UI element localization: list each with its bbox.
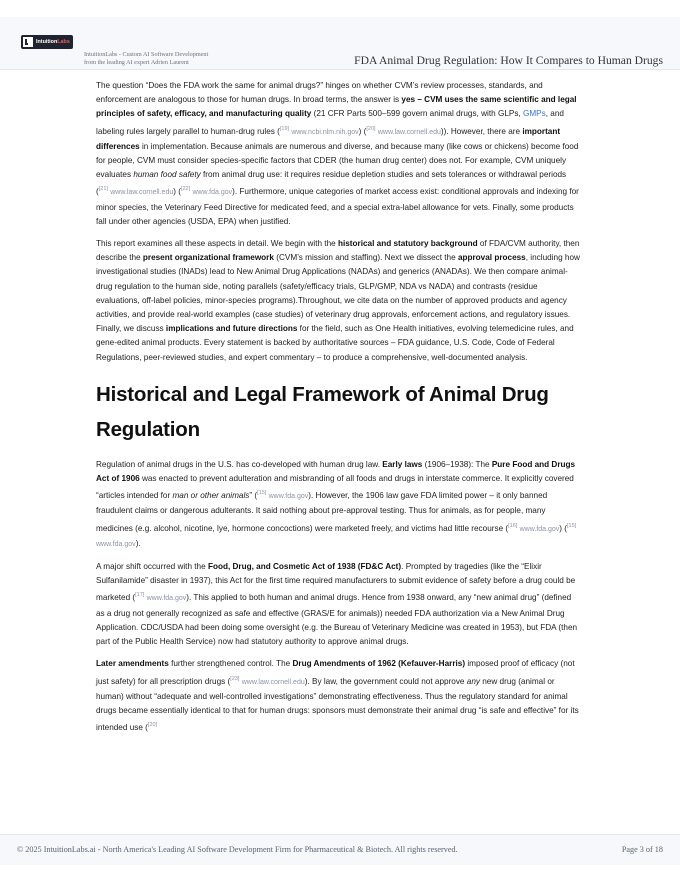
- paragraph-later-amendments: Later amendments further strengthened control. The Drug Amendments of 1962 (Kefauver-Harris) imposed proof of efficacy (not just safety) for all prescription drugs ([23] www.law.cornell.edu). By law, the government could not approve any new drug (animal or human) without “adequate and well-controlled investigations” demonstrating effectiveness. Thus the regulatory standard for animal drugs became essentially identical to that for human drugs: sponsors must demonstrate their animal drug “is safe and effective” for its intended use ([20]: [96, 659, 579, 733]
- paragraph-early-laws: Regulation of animal drugs in the U.S. has co-developed with human drug law. Early laws (1906–1938): The Pure Food and Drugs Act of 1906 was enacted to prevent adulteration and misbranding of all foods and drugs in interstate commerce. It explicitly covered “articles intended for man or other animals” ([15] www.fda.gov). However, the 1906 law gave FDA limited power – it only banned fraudulent claims or dangerous adulterants. It said nothing about pre-approval testing. Thus for animals, as for people, many medicines (e.g. alcohol, nicotine, lye, hormone concoctions) were marketed freely, and victims had little recourse ([16] www.fda.gov) ([15] www.fda.gov).: [96, 459, 577, 548]
- footer-copyright: © 2025 IntuitionLabs.ai - North America's Leading AI Software Development Firm for Pharmaceutical & Biotech. All rights reserved.: [17, 845, 458, 854]
- citation[interactable]: [21] www.law.cornell.edu: [98, 186, 174, 197]
- citation[interactable]: [17] www.fda.gov: [135, 592, 187, 603]
- citation[interactable]: [23] www.law.cornell.edu: [230, 675, 305, 686]
- header-tagline: IntuitionLabs - Custom AI Software Development from the leading AI expert Adrien Laurent: [84, 51, 209, 66]
- page-footer: [0, 834, 680, 865]
- citation[interactable]: [20]: [147, 722, 158, 729]
- paragraph-fdc-act-1938: A major shift occurred with the Food, Drug, and Cosmetic Act of 1938 (FD&C Act). Prompted by tragedies (like the “Elixir Sulfanilamide” disaster in 1937), this Act for the first time required manufacturers to submit evidence of safety before a drug could be marketed ([17] www.fda.gov). This applied to both human and animal drugs. Hence from 1938 onward, any “new animal drug” (defined as a drug not generally recognized as safe and effective (GRAS/E for animals)) needed FDA authorization via a New Animal Drug Application. CDC/USDA had been doing some oversight (e.g. the Bureau of Veterinary Medicine was created in 1953), but FDA (then part of the Public Health Service) now had statutory authority to approve animal drugs.: [96, 562, 578, 647]
- citation[interactable]: [19] www.ncbi.nlm.nih.gov: [279, 125, 359, 136]
- section-heading: Historical and Legal Framework of Animal Drug Regulation: [96, 382, 549, 441]
- logo-wordmark: IntuitionLabs: [36, 39, 70, 45]
- paragraph-intro-question: The question “Does the FDA work the same for animal drugs?” hinges on whether CVM’s review processes, standards, and enforcement are analogous to those for human drugs. In broad terms, the answer is yes – CVM uses the same scientific and legal principles of safety, efficacy, and manufacturing quality (21 CFR Parts 500–599 govern animal drugs, with GLPs, GMPs, and labeling rules largely parallel to human-drug rules ([19] www.ncbi.nlm.nih.gov) ([20] www.law.cornell.edu)). However, there are important differences in implementation. Because animals are numerous and diverse, and because many (like cows or chickens) become food for people, CVM must consider species-specific factors that CDER (the human drug center) does not. For example, CVM uniquely evaluates human food safety from animal drug use: it requires residue depletion studies and sets tolerances or withdrawal periods ([21] www.law.cornell.edu) ([22] www.fda.gov). Furthermore, unique categories of market access exist: conditional approvals and indexing for minor species, the Veterinary Feed Directive for medicated feed, and a special extra-label allowance for vets. Finally, some products fall under other agencies (USDA, EPA) when justified.: [96, 81, 579, 226]
- logo-mark-icon: [23, 37, 33, 47]
- intuitionlabs-logo[interactable]: [21, 35, 73, 49]
- document-title: FDA Animal Drug Regulation: How It Compares to Human Drugs: [354, 54, 663, 67]
- citation[interactable]: [20] www.law.cornell.edu: [366, 125, 441, 136]
- gmps-link[interactable]: GMPs: [522, 109, 546, 119]
- citation[interactable]: [22] www.fda.gov: [180, 186, 233, 197]
- citation[interactable]: [16] www.fda.gov: [508, 522, 560, 533]
- citation[interactable]: [15] www.fda.gov: [257, 490, 309, 501]
- paragraph-report-overview: This report examines all these aspects in detail. We begin with the historical and statutory background of FDA/CVM authority, then describe the present organizational framework (CVM’s mission and staffing). Next we dissect the approval process, including how investigational studies (INADs) lead to New Animal Drug Applications (NADAs) and generics (ANADAs). We then compare animal-drug regulation to the human side, noting parallels (safety/efficacy trials, GLP/GMP, NDA vs NADA) and contrasts (residue evaluations, off-label policies, minor-species programs).Throughout, we cite data on the number of approved products and agency activities, and provide real-world examples (case studies) of veterinary drug approvals, enforcement actions, and regulatory issues. Finally, we discuss implications and future directions for the field, such as One Health initiatives, evolving telemedicine rules, and gene-edited animal products. Every statement is backed by authoritative sources – FDA guidance, U.S. Code, Code of Federal Regulations, peer-reviewed studies, and expert commentary – to produce a comprehensive, well-documented analysis.: [96, 239, 580, 362]
- page-header: [0, 17, 680, 70]
- article-body: [96, 79, 580, 743]
- citation[interactable]: [15] www.fda.gov: [96, 522, 577, 548]
- page-number: Page 3 of 18: [621, 845, 663, 854]
